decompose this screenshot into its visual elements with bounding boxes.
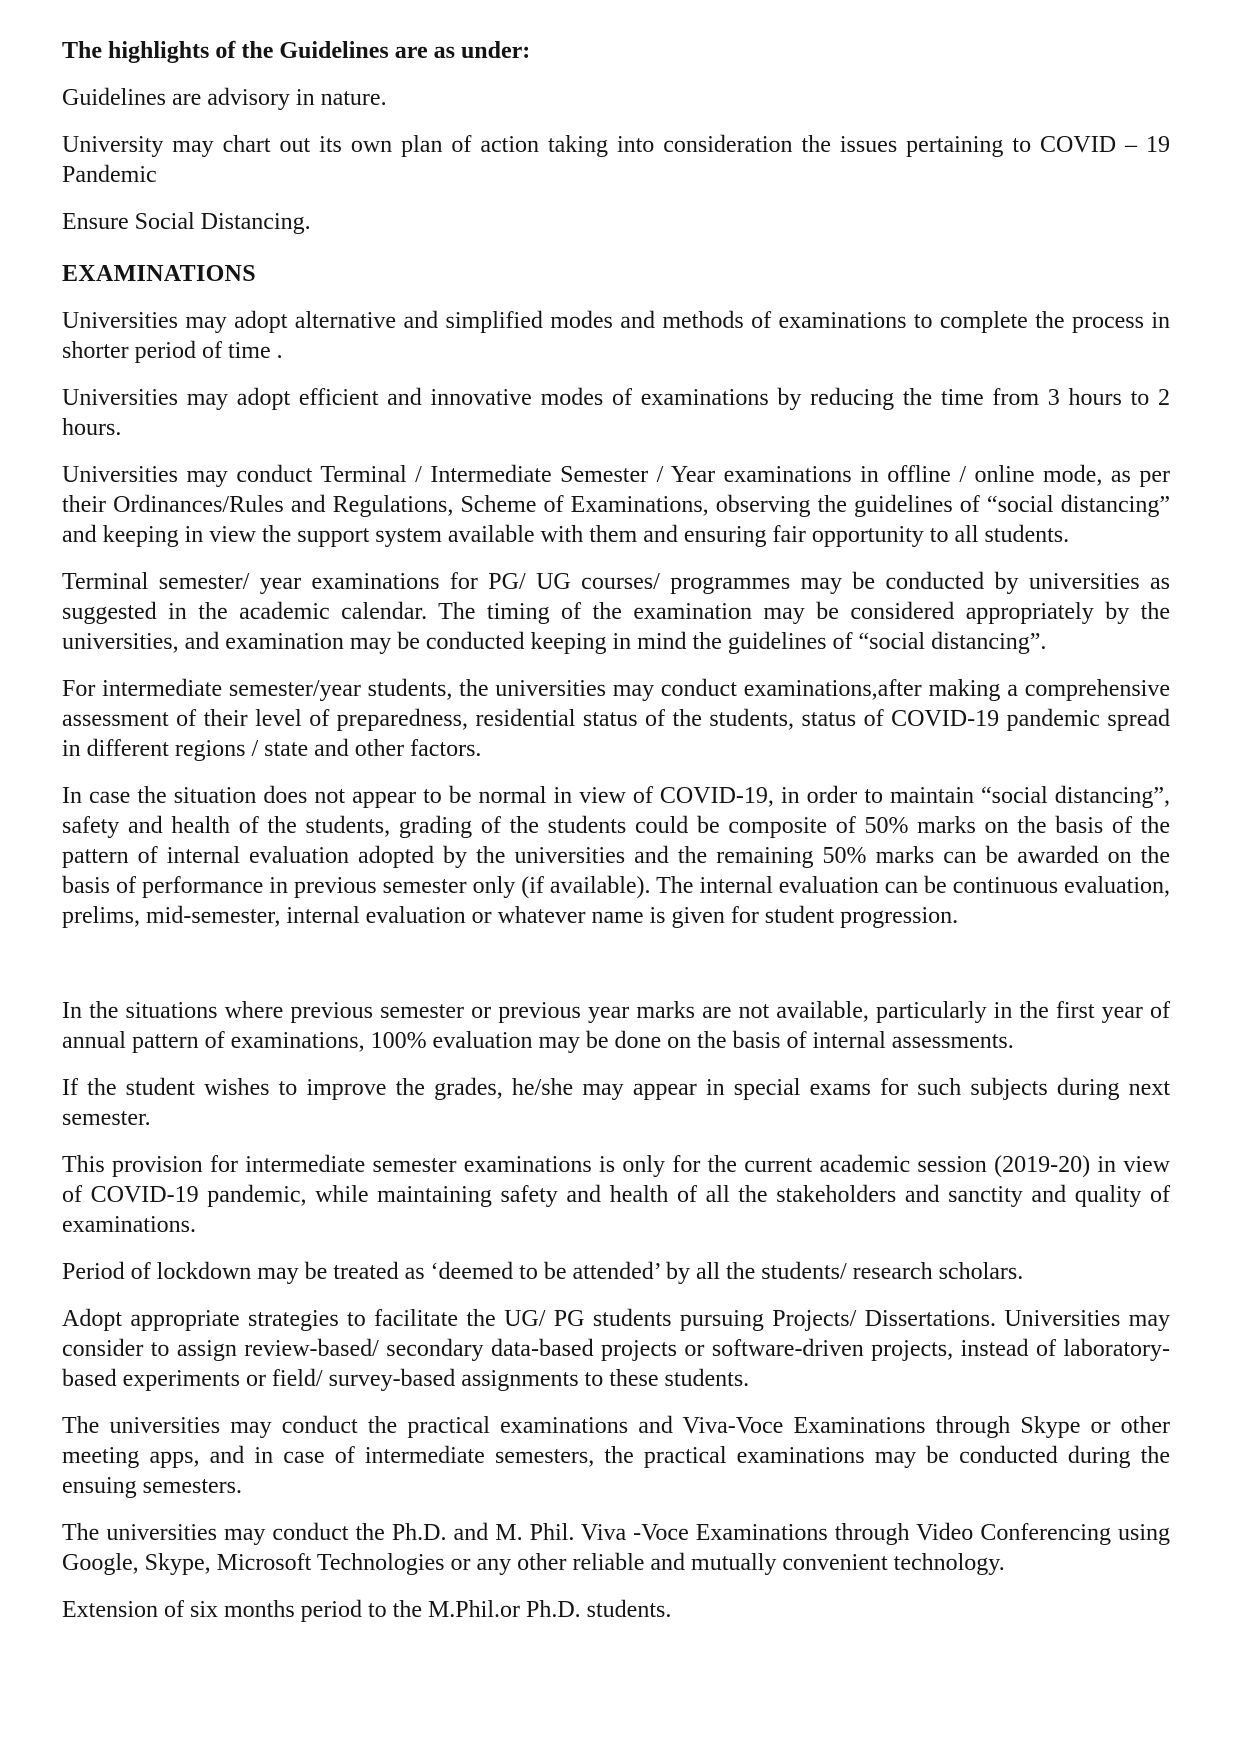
para-lockdown-attended: Period of lockdown may be treated as ‘deemed to be attended’ by all the students/ research scholars. — [62, 1259, 1024, 1285]
para-six-months-extension: Extension of six months period to the M.Phil.or Ph.D. students. — [62, 1597, 672, 1623]
para-100-percent-internal: In the situations where previous semester or previous year marks are not available, particularly in the first year of annual pattern of examinations, 100% evaluation may be done on the basis of internal assessments. — [62, 998, 1170, 1054]
para-improve-grades: If the student wishes to improve the grades, he/she may appear in special exams for such subjects during next semester. — [62, 1075, 1170, 1131]
heading-examinations: EXAMINATIONS — [62, 261, 256, 287]
para-phd-mphil-viva: The universities may conduct the Ph.D. and M. Phil. Viva -Voce Examinations through Video Conferencing using Google, Skype, Microsoft Technologies or any other reliable and mutually convenient technology. — [62, 1520, 1170, 1576]
para-current-session-provision: This provision for intermediate semester examinations is only for the current academic session (2019-20) in view of COVID-19 pandemic, while maintaining safety and health of all the stakeholders and sanctity and quality of examinations. — [62, 1152, 1170, 1238]
blank-gap — [62, 948, 1170, 996]
para-composite-grading: In case the situation does not appear to be normal in view of COVID-19, in order to maintain “social distancing”, safety and health of the students, grading of the students could be composite of 50% marks on the basis of the pattern of internal evaluation adopted by the universities and the remaining 50% marks can be awarded on the basis of performance in previous semester only (if available). The internal evaluation can be continuous evaluation, prelims, mid-semester, internal evaluation or whatever name is given for student progression. — [62, 783, 1170, 929]
para-social-distancing: Ensure Social Distancing. — [62, 209, 311, 235]
para-alternative-modes: Universities may adopt alternative and simplified modes and methods of examinations to complete the process in shorter period of time . — [62, 308, 1170, 364]
para-guidelines-advisory: Guidelines are advisory in nature. — [62, 85, 387, 111]
para-terminal-intermediate-modes: Universities may conduct Terminal / Intermediate Semester / Year examinations in offline / online mode, as per their Ordinances/Rules and Regulations, Scheme of Examinations, observing the guidelines of “social distancing” and keeping in view the support system available with them and ensuring fair opportunity to all students. — [62, 462, 1170, 548]
heading-guidelines-highlights: The highlights of the Guidelines are as under: — [62, 38, 531, 64]
para-university-plan: University may chart out its own plan of action taking into consideration the issues pertaining to COVID – 19 Pandemic — [62, 132, 1170, 188]
para-reduced-time: Universities may adopt efficient and innovative modes of examinations by reducing the time from 3 hours to 2 hours. — [62, 385, 1170, 441]
para-practical-viva-skype: The universities may conduct the practical examinations and Viva-Voce Examinations through Skype or other meeting apps, and in case of intermediate semesters, the practical examinations may be conducted during the ensuing semesters. — [62, 1413, 1170, 1499]
para-terminal-semester-exams: Terminal semester/ year examinations for PG/ UG courses/ programmes may be conducted by universities as suggested in the academic calendar. The timing of the examination may be considered appropriately by the universities, and examination may be conducted keeping in mind the guidelines of “social distancing”. — [62, 569, 1170, 655]
para-intermediate-assessment: For intermediate semester/year students, the universities may conduct examinations,after making a comprehensive assessment of their level of preparedness, residential status of the students, status of COVID-19 pandemic spread in different regions / state and other factors. — [62, 676, 1170, 762]
para-projects-dissertations: Adopt appropriate strategies to facilitate the UG/ PG students pursuing Projects/ Dissertations. Universities may consider to assign review-based/ secondary data-based projects or software-driven projects, instead of laboratory-based experiments or field/ survey-based assignments to these students. — [62, 1306, 1170, 1392]
